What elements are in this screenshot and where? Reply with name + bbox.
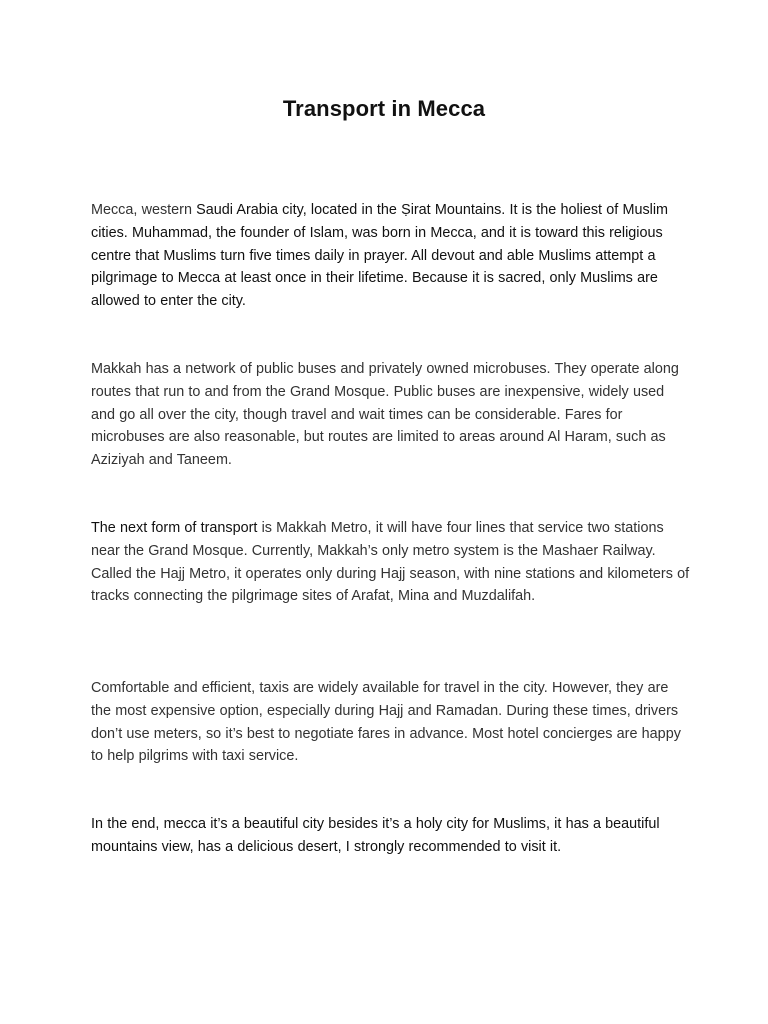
document-title: Transport in Mecca <box>282 96 486 121</box>
paragraph-taxis: Comfortable and efficient, taxis are widely available for travel in the city. However, they are the most expensive option, especially during Hajj and Ramadan. During these times, drivers don’t use meters, so it’s best to negotiate fares in advance. Most hotel concierges are happy to help pilgrims with taxi service. <box>91 680 681 765</box>
paragraph-intro <box>91 199 691 313</box>
paragraph-buses: Makkah has a network of public buses and privately owned microbuses. They operate along routes that run to and from the Grand Mosque. Public buses are inexpensive, widely used and go all over the city, though travel and wait times can be considerable. Fares for microbuses are also reasonable, but routes are limited to areas around Al Haram, such as Aziziyah and Taneem. <box>91 361 679 469</box>
paragraph-metro <box>91 517 691 608</box>
paragraph-intro-body: Saudi Arabia city, located in the Ṣirat Mountains. It is the holiest of Muslim cities. Muhammad, the founder of Islam, was born in Mecca, and it is toward this religious centre that Muslims turn five times daily in prayer. All devout and able Muslims attempt a pilgrimage to Mecca at least once in their lifetime. Because it is sacred, only Muslims are allowed to enter the city. <box>91 202 669 310</box>
paragraph-conclusion: In the end, mecca it’s a beautiful city besides it’s a holy city for Muslims, it has a beautiful mountains view, has a delicious desert, I strongly recommended to visit it. <box>91 816 660 855</box>
paragraph-intro-lead: Mecca, western <box>91 202 197 218</box>
paragraph-metro-lead: The next form of transport <box>91 520 258 536</box>
paragraph-metro-body: is Makkah Metro, it will have four lines that service two stations near the Grand Mosque. Currently, Makkah’s only metro system is the Mashaer Railway. Called the Hajj Metro, it operates only during Hajj season, with nine stations and kilometers of tracks connecting the pilgrimage sites of Arafat, Mina and Muzdalifah. <box>91 520 690 605</box>
